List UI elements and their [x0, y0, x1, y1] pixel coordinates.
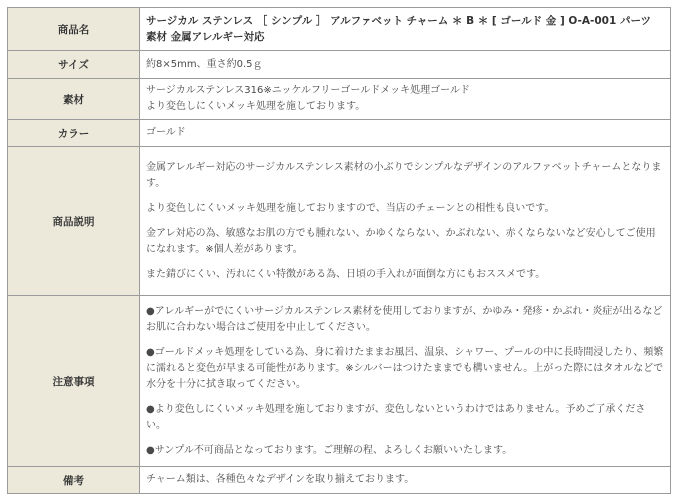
description-paragraph: より変色しにくいメッキ処理を施しておりますので、当店のチェーンとの相性も良いです。 — [146, 202, 555, 214]
label-size: サイズ — [8, 51, 140, 79]
value-material — [140, 79, 671, 120]
material-line: サージカルステンレス316※ニッケルフリーゴールドメッキ処理ゴールド — [146, 85, 470, 96]
label-material: 素材 — [8, 79, 140, 120]
label-product-name: 商品名 — [8, 8, 140, 51]
value-color: ゴールド — [140, 120, 671, 147]
row-size — [8, 51, 671, 79]
row-color — [8, 120, 671, 147]
product-spec-sheet — [7, 7, 671, 494]
label-color: カラー — [8, 120, 140, 147]
label-remarks: 備考 — [8, 467, 140, 494]
notes-paragraph: ●サンプル不可商品となっております。ご理解の程、よろしくお願いいたします。 — [146, 444, 513, 456]
label-description: 商品説明 — [8, 147, 140, 296]
description-paragraph: 金属アレルギー対応のサージカルステンレス素材の小ぶりでシンプルなデザインのアルファベットチャームとなります。 — [146, 161, 662, 189]
value-product-name: サージカル ステンレス ［ シンプル ］ アルファベット チャーム ＊ B ＊ [ ゴールド 金 ] O-A-001 パーツ 素材 金属アレルギー対応 — [140, 8, 671, 51]
description-paragraph: 金アレ対応の為、敏感なお肌の方でも腫れない、かゆくならない、かぶれない、赤くならないなど安心してご使用になれます。※個人差があります。 — [146, 227, 656, 255]
value-notes — [140, 296, 671, 467]
row-notes — [8, 296, 671, 467]
row-product-name — [8, 8, 671, 51]
value-remarks: チャーム類は、各種色々なデザインを取り揃えております。 — [140, 467, 671, 494]
row-material — [8, 79, 671, 120]
spec-table — [7, 7, 671, 494]
value-description — [140, 147, 671, 296]
row-description — [8, 147, 671, 296]
label-notes: 注意事項 — [8, 296, 140, 467]
notes-paragraph: ●より変色しにくいメッキ処理を施しておりますが、変色しないというわけではありません。予めご了承ください。 — [146, 403, 646, 431]
material-line: より変色しにくいメッキ処理を施しております。 — [146, 101, 366, 112]
row-remarks — [8, 467, 671, 494]
description-paragraph: また錆びにくい、汚れにくい特徴がある為、日頃の手入れが面倒な方にもおススメです。 — [146, 268, 546, 280]
value-size: 約8×5mm、重さ約0.5ｇ — [140, 51, 671, 79]
notes-paragraph: ●アレルギーがでにくいサージカルステンレス素材を使用しておりますが、かゆみ・発疹・かぶれ・炎症が出るなどお肌に合わない場合はご使用を中止してください。 — [146, 305, 663, 333]
notes-paragraph: ●ゴールドメッキ処理をしている為、身に着けたままお風呂、温泉、シャワー、プールの中に長時間浸したり、頻繁に濡れると変色が早まる可能性があります。※シルバーはつけたままでも構いません。上がった際にはタオルなどで水分を十分に拭き取ってください。 — [146, 346, 664, 390]
